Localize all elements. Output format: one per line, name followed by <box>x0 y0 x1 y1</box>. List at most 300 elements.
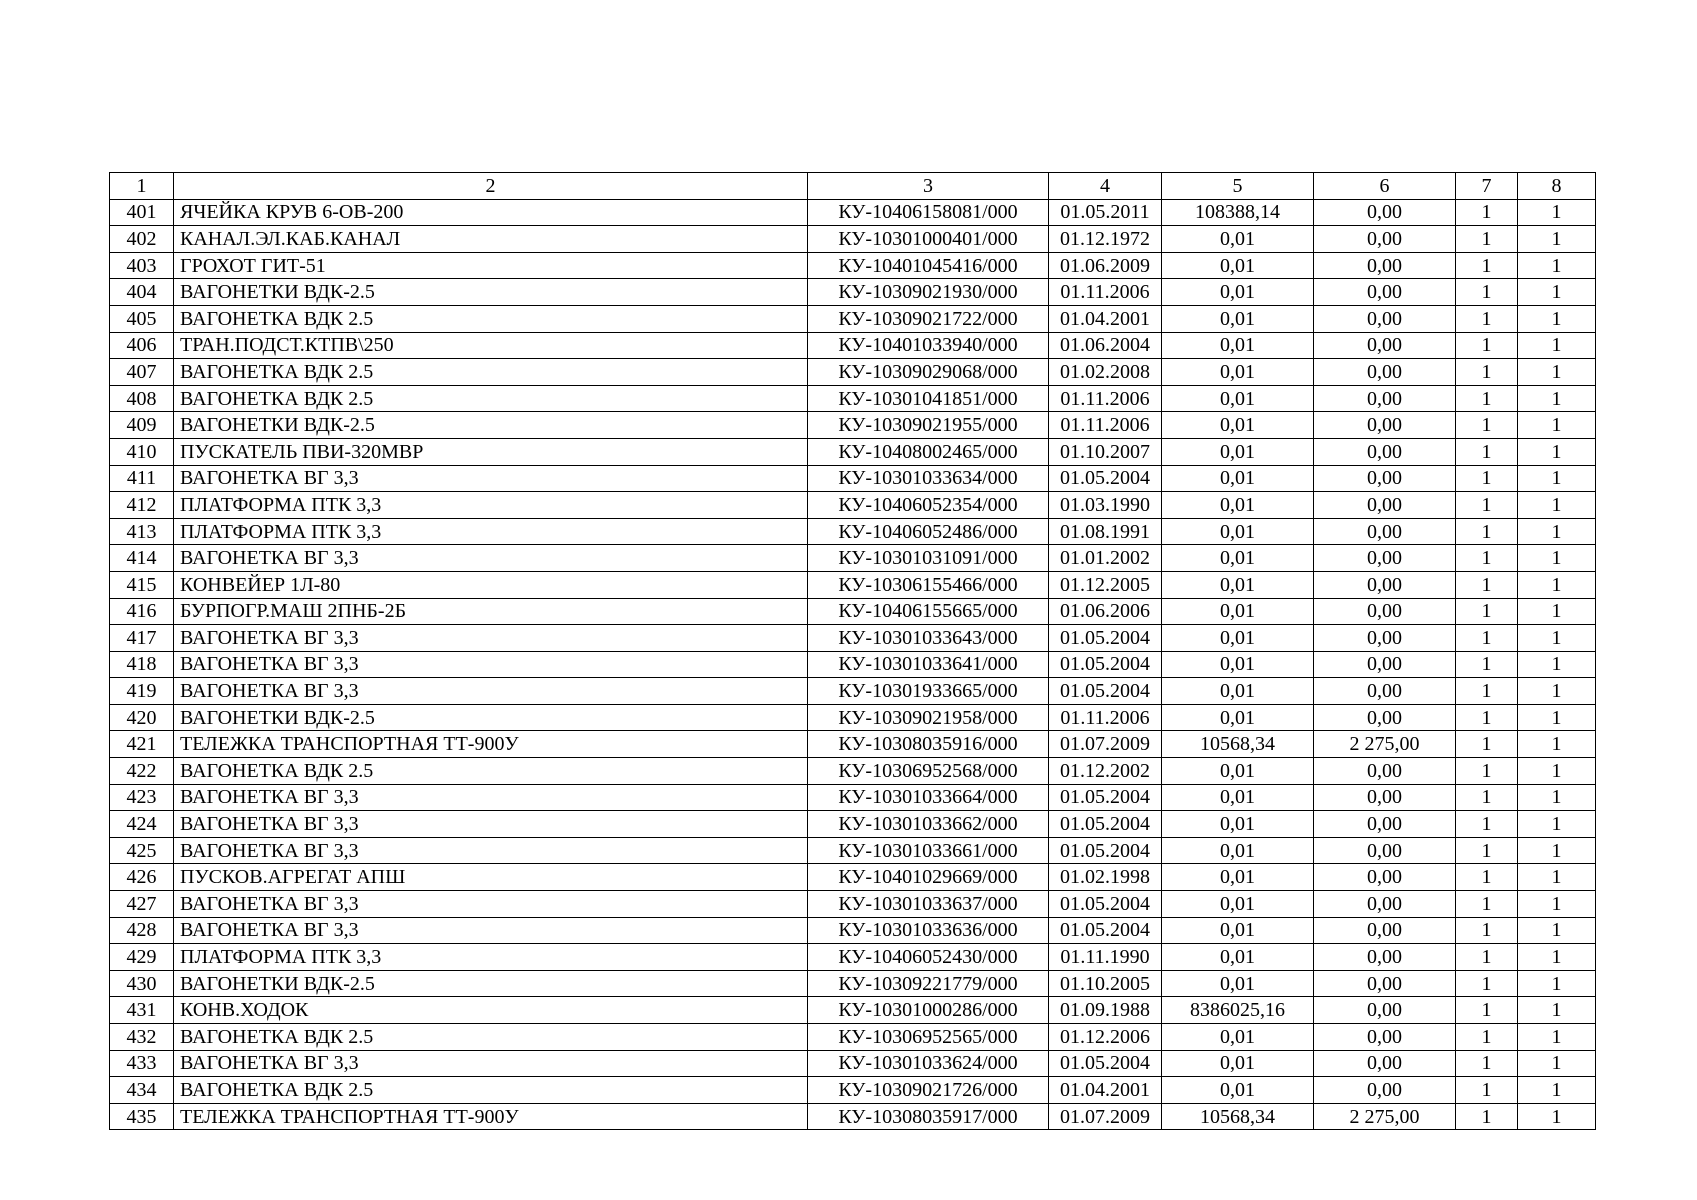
cell-col-value-8: 1 <box>1518 492 1596 519</box>
table-row <box>110 492 1596 519</box>
cell-col-value-6: 0,00 <box>1314 864 1456 891</box>
cell-col-date: 01.05.2004 <box>1049 465 1162 492</box>
header-cell-col-row-number: 1 <box>110 173 174 200</box>
cell-col-inventory-code: КУ-10406158081/000 <box>808 199 1049 226</box>
table-row <box>110 598 1596 625</box>
cell-col-inventory-code: КУ-10301933665/000 <box>808 678 1049 705</box>
cell-col-name: ВАГОНЕТКА ВГ 3,3 <box>174 837 808 864</box>
table-row <box>110 997 1596 1024</box>
cell-col-inventory-code: КУ-10401029669/000 <box>808 864 1049 891</box>
cell-col-value-5: 0,01 <box>1162 252 1314 279</box>
cell-col-name: ПУСКАТЕЛЬ ПВИ-320МВР <box>174 438 808 465</box>
table-row <box>110 704 1596 731</box>
cell-col-value-8: 1 <box>1518 252 1596 279</box>
cell-col-value-7: 1 <box>1456 811 1518 838</box>
table-row <box>110 678 1596 705</box>
cell-col-name: ТЕЛЕЖКА ТРАНСПОРТНАЯ ТТ-900У <box>174 731 808 758</box>
cell-col-name: ВАГОНЕТКА ВГ 3,3 <box>174 545 808 572</box>
cell-col-date: 01.11.1990 <box>1049 944 1162 971</box>
cell-col-inventory-code: КУ-10306155466/000 <box>808 571 1049 598</box>
cell-col-date: 01.05.2004 <box>1049 784 1162 811</box>
cell-col-date: 01.12.2002 <box>1049 758 1162 785</box>
table-row <box>110 625 1596 652</box>
cell-col-name: КОНВ.ХОДОК <box>174 997 808 1024</box>
cell-col-value-7: 1 <box>1456 758 1518 785</box>
cell-col-value-7: 1 <box>1456 279 1518 306</box>
cell-col-value-7: 1 <box>1456 465 1518 492</box>
cell-col-value-7: 1 <box>1456 704 1518 731</box>
inventory-table-body <box>110 173 1596 1130</box>
cell-col-date: 01.04.2001 <box>1049 1077 1162 1104</box>
cell-col-inventory-code: КУ-10301033662/000 <box>808 811 1049 838</box>
table-row <box>110 518 1596 545</box>
cell-col-value-5: 0,01 <box>1162 625 1314 652</box>
cell-col-name: ТЕЛЕЖКА ТРАНСПОРТНАЯ ТТ-900У <box>174 1103 808 1130</box>
cell-col-value-5: 8386025,16 <box>1162 997 1314 1024</box>
cell-col-value-8: 1 <box>1518 518 1596 545</box>
cell-col-value-6: 0,00 <box>1314 811 1456 838</box>
cell-col-value-8: 1 <box>1518 811 1596 838</box>
table-row <box>110 252 1596 279</box>
cell-col-value-6: 2 275,00 <box>1314 1103 1456 1130</box>
cell-col-inventory-code: КУ-10401045416/000 <box>808 252 1049 279</box>
cell-col-inventory-code: КУ-10406052486/000 <box>808 518 1049 545</box>
cell-col-row-number: 412 <box>110 492 174 519</box>
cell-col-date: 01.12.2005 <box>1049 571 1162 598</box>
cell-col-value-5: 0,01 <box>1162 226 1314 253</box>
cell-col-value-7: 1 <box>1456 944 1518 971</box>
cell-col-value-5: 0,01 <box>1162 385 1314 412</box>
cell-col-row-number: 415 <box>110 571 174 598</box>
cell-col-value-8: 1 <box>1518 625 1596 652</box>
cell-col-value-7: 1 <box>1456 651 1518 678</box>
table-row <box>110 837 1596 864</box>
cell-col-value-8: 1 <box>1518 864 1596 891</box>
cell-col-inventory-code: КУ-10309021955/000 <box>808 412 1049 439</box>
table-row <box>110 332 1596 359</box>
cell-col-value-8: 1 <box>1518 1024 1596 1051</box>
cell-col-date: 01.06.2004 <box>1049 332 1162 359</box>
cell-col-value-5: 0,01 <box>1162 1050 1314 1077</box>
cell-col-row-number: 401 <box>110 199 174 226</box>
cell-col-value-6: 0,00 <box>1314 1077 1456 1104</box>
cell-col-name: ВАГОНЕТКА ВГ 3,3 <box>174 625 808 652</box>
cell-col-date: 01.05.2004 <box>1049 1050 1162 1077</box>
cell-col-value-6: 0,00 <box>1314 545 1456 572</box>
cell-col-date: 01.09.1988 <box>1049 997 1162 1024</box>
cell-col-row-number: 429 <box>110 944 174 971</box>
cell-col-value-7: 1 <box>1456 1024 1518 1051</box>
cell-col-row-number: 406 <box>110 332 174 359</box>
cell-col-name: ВАГОНЕТКА ВГ 3,3 <box>174 891 808 918</box>
cell-col-row-number: 425 <box>110 837 174 864</box>
cell-col-value-6: 0,00 <box>1314 305 1456 332</box>
cell-col-value-8: 1 <box>1518 784 1596 811</box>
cell-col-name: КАНАЛ.ЭЛ.КАБ.КАНАЛ <box>174 226 808 253</box>
cell-col-value-7: 1 <box>1456 545 1518 572</box>
cell-col-inventory-code: КУ-10408002465/000 <box>808 438 1049 465</box>
cell-col-row-number: 435 <box>110 1103 174 1130</box>
table-row <box>110 571 1596 598</box>
cell-col-inventory-code: КУ-10309221779/000 <box>808 970 1049 997</box>
cell-col-value-7: 1 <box>1456 438 1518 465</box>
cell-col-value-7: 1 <box>1456 571 1518 598</box>
cell-col-name: ВАГОНЕТКИ ВДК-2.5 <box>174 412 808 439</box>
cell-col-value-7: 1 <box>1456 332 1518 359</box>
cell-col-name: ВАГОНЕТКА ВГ 3,3 <box>174 465 808 492</box>
cell-col-inventory-code: КУ-10309029068/000 <box>808 359 1049 386</box>
cell-col-value-8: 1 <box>1518 226 1596 253</box>
cell-col-name: ВАГОНЕТКА ВГ 3,3 <box>174 1050 808 1077</box>
cell-col-value-5: 0,01 <box>1162 332 1314 359</box>
cell-col-value-7: 1 <box>1456 252 1518 279</box>
cell-col-row-number: 423 <box>110 784 174 811</box>
cell-col-value-7: 1 <box>1456 226 1518 253</box>
cell-col-name: ВАГОНЕТКА ВДК 2.5 <box>174 1024 808 1051</box>
cell-col-name: БУРПОГР.МАШ 2ПНБ-2Б <box>174 598 808 625</box>
cell-col-value-5: 0,01 <box>1162 518 1314 545</box>
table-row <box>110 970 1596 997</box>
cell-col-value-6: 0,00 <box>1314 1024 1456 1051</box>
cell-col-row-number: 427 <box>110 891 174 918</box>
cell-col-row-number: 422 <box>110 758 174 785</box>
cell-col-inventory-code: КУ-10301033643/000 <box>808 625 1049 652</box>
cell-col-row-number: 414 <box>110 545 174 572</box>
cell-col-value-8: 1 <box>1518 385 1596 412</box>
cell-col-date: 01.11.2006 <box>1049 704 1162 731</box>
cell-col-value-5: 0,01 <box>1162 598 1314 625</box>
cell-col-date: 01.02.1998 <box>1049 864 1162 891</box>
cell-col-value-6: 0,00 <box>1314 438 1456 465</box>
cell-col-date: 01.05.2004 <box>1049 917 1162 944</box>
cell-col-value-8: 1 <box>1518 731 1596 758</box>
cell-col-value-6: 0,00 <box>1314 465 1456 492</box>
cell-col-inventory-code: КУ-10308035917/000 <box>808 1103 1049 1130</box>
cell-col-row-number: 403 <box>110 252 174 279</box>
cell-col-inventory-code: КУ-10406155665/000 <box>808 598 1049 625</box>
table-row <box>110 917 1596 944</box>
cell-col-row-number: 404 <box>110 279 174 306</box>
cell-col-inventory-code: КУ-10301033634/000 <box>808 465 1049 492</box>
cell-col-date: 01.11.2006 <box>1049 385 1162 412</box>
cell-col-name: ТРАН.ПОДСТ.КТПВ\250 <box>174 332 808 359</box>
cell-col-name: ВАГОНЕТКА ВГ 3,3 <box>174 917 808 944</box>
table-row <box>110 465 1596 492</box>
cell-col-value-6: 0,00 <box>1314 625 1456 652</box>
cell-col-name: ПЛАТФОРМА ПТК 3,3 <box>174 944 808 971</box>
cell-col-value-5: 0,01 <box>1162 279 1314 306</box>
cell-col-date: 01.05.2004 <box>1049 678 1162 705</box>
cell-col-value-7: 1 <box>1456 731 1518 758</box>
cell-col-value-5: 0,01 <box>1162 678 1314 705</box>
cell-col-row-number: 405 <box>110 305 174 332</box>
cell-col-value-8: 1 <box>1518 332 1596 359</box>
cell-col-value-7: 1 <box>1456 970 1518 997</box>
cell-col-date: 01.12.2006 <box>1049 1024 1162 1051</box>
cell-col-value-5: 0,01 <box>1162 465 1314 492</box>
cell-col-value-8: 1 <box>1518 571 1596 598</box>
cell-col-row-number: 426 <box>110 864 174 891</box>
header-cell-col-name: 2 <box>174 173 808 200</box>
cell-col-date: 01.10.2005 <box>1049 970 1162 997</box>
cell-col-value-6: 2 275,00 <box>1314 731 1456 758</box>
cell-col-value-6: 0,00 <box>1314 970 1456 997</box>
cell-col-value-5: 0,01 <box>1162 944 1314 971</box>
table-row <box>110 651 1596 678</box>
cell-col-value-6: 0,00 <box>1314 199 1456 226</box>
cell-col-value-7: 1 <box>1456 1050 1518 1077</box>
cell-col-row-number: 417 <box>110 625 174 652</box>
cell-col-inventory-code: КУ-10309021958/000 <box>808 704 1049 731</box>
cell-col-inventory-code: КУ-10308035916/000 <box>808 731 1049 758</box>
cell-col-value-7: 1 <box>1456 997 1518 1024</box>
table-row <box>110 385 1596 412</box>
cell-col-name: ГРОХОТ ГИТ-51 <box>174 252 808 279</box>
table-row <box>110 359 1596 386</box>
cell-col-value-5: 10568,34 <box>1162 731 1314 758</box>
header-cell-col-inventory-code: 3 <box>808 173 1049 200</box>
cell-col-value-5: 0,01 <box>1162 492 1314 519</box>
cell-col-value-7: 1 <box>1456 891 1518 918</box>
cell-col-row-number: 418 <box>110 651 174 678</box>
cell-col-name: ВАГОНЕТКА ВДК 2.5 <box>174 305 808 332</box>
cell-col-row-number: 433 <box>110 1050 174 1077</box>
cell-col-value-8: 1 <box>1518 412 1596 439</box>
cell-col-value-5: 0,01 <box>1162 545 1314 572</box>
cell-col-date: 01.07.2009 <box>1049 1103 1162 1130</box>
cell-col-value-7: 1 <box>1456 837 1518 864</box>
table-row <box>110 864 1596 891</box>
table-row <box>110 1024 1596 1051</box>
cell-col-value-6: 0,00 <box>1314 704 1456 731</box>
cell-col-value-8: 1 <box>1518 199 1596 226</box>
table-row <box>110 412 1596 439</box>
cell-col-value-8: 1 <box>1518 359 1596 386</box>
cell-col-inventory-code: КУ-10406052430/000 <box>808 944 1049 971</box>
cell-col-name: ПУСКОВ.АГРЕГАТ АПШ <box>174 864 808 891</box>
cell-col-value-5: 0,01 <box>1162 412 1314 439</box>
cell-col-value-7: 1 <box>1456 385 1518 412</box>
table-row <box>110 811 1596 838</box>
cell-col-name: ЯЧЕЙКА КРУВ 6-ОВ-200 <box>174 199 808 226</box>
cell-col-value-6: 0,00 <box>1314 385 1456 412</box>
cell-col-value-7: 1 <box>1456 864 1518 891</box>
cell-col-value-6: 0,00 <box>1314 651 1456 678</box>
cell-col-row-number: 421 <box>110 731 174 758</box>
cell-col-value-8: 1 <box>1518 279 1596 306</box>
cell-col-value-8: 1 <box>1518 837 1596 864</box>
cell-col-name: ВАГОНЕТКА ВГ 3,3 <box>174 784 808 811</box>
table-row <box>110 891 1596 918</box>
cell-col-date: 01.06.2006 <box>1049 598 1162 625</box>
cell-col-value-5: 0,01 <box>1162 651 1314 678</box>
table-row <box>110 545 1596 572</box>
cell-col-value-5: 0,01 <box>1162 704 1314 731</box>
cell-col-value-6: 0,00 <box>1314 758 1456 785</box>
cell-col-value-8: 1 <box>1518 465 1596 492</box>
table-row <box>110 944 1596 971</box>
cell-col-date: 01.11.2006 <box>1049 279 1162 306</box>
cell-col-value-8: 1 <box>1518 651 1596 678</box>
cell-col-value-6: 0,00 <box>1314 917 1456 944</box>
cell-col-value-6: 0,00 <box>1314 997 1456 1024</box>
cell-col-row-number: 432 <box>110 1024 174 1051</box>
cell-col-inventory-code: КУ-10301033661/000 <box>808 837 1049 864</box>
cell-col-value-5: 0,01 <box>1162 837 1314 864</box>
cell-col-inventory-code: КУ-10301033637/000 <box>808 891 1049 918</box>
cell-col-value-8: 1 <box>1518 997 1596 1024</box>
cell-col-name: ВАГОНЕТКА ВДК 2.5 <box>174 758 808 785</box>
cell-col-value-5: 0,01 <box>1162 305 1314 332</box>
cell-col-value-8: 1 <box>1518 944 1596 971</box>
cell-col-inventory-code: КУ-10309021930/000 <box>808 279 1049 306</box>
table-row <box>110 226 1596 253</box>
cell-col-row-number: 407 <box>110 359 174 386</box>
cell-col-date: 01.05.2011 <box>1049 199 1162 226</box>
cell-col-value-7: 1 <box>1456 412 1518 439</box>
cell-col-value-6: 0,00 <box>1314 252 1456 279</box>
cell-col-name: ВАГОНЕТКА ВГ 3,3 <box>174 678 808 705</box>
cell-col-value-7: 1 <box>1456 359 1518 386</box>
cell-col-value-8: 1 <box>1518 758 1596 785</box>
table-row <box>110 731 1596 758</box>
cell-col-row-number: 428 <box>110 917 174 944</box>
cell-col-value-5: 108388,14 <box>1162 199 1314 226</box>
cell-col-value-6: 0,00 <box>1314 837 1456 864</box>
cell-col-value-6: 0,00 <box>1314 678 1456 705</box>
cell-col-inventory-code: КУ-10301041851/000 <box>808 385 1049 412</box>
cell-col-date: 01.03.1990 <box>1049 492 1162 519</box>
cell-col-row-number: 419 <box>110 678 174 705</box>
cell-col-value-6: 0,00 <box>1314 891 1456 918</box>
cell-col-value-8: 1 <box>1518 438 1596 465</box>
cell-col-inventory-code: КУ-10301033636/000 <box>808 917 1049 944</box>
cell-col-value-8: 1 <box>1518 704 1596 731</box>
cell-col-inventory-code: КУ-10301000286/000 <box>808 997 1049 1024</box>
table-header-row <box>110 173 1596 200</box>
cell-col-value-8: 1 <box>1518 598 1596 625</box>
cell-col-date: 01.05.2004 <box>1049 811 1162 838</box>
cell-col-value-5: 0,01 <box>1162 1077 1314 1104</box>
cell-col-date: 01.12.1972 <box>1049 226 1162 253</box>
cell-col-row-number: 411 <box>110 465 174 492</box>
header-cell-col-date: 4 <box>1049 173 1162 200</box>
cell-col-row-number: 434 <box>110 1077 174 1104</box>
cell-col-value-5: 0,01 <box>1162 864 1314 891</box>
cell-col-name: ПЛАТФОРМА ПТК 3,3 <box>174 492 808 519</box>
table-row <box>110 784 1596 811</box>
cell-col-inventory-code: КУ-10406052354/000 <box>808 492 1049 519</box>
cell-col-value-6: 0,00 <box>1314 1050 1456 1077</box>
cell-col-name: КОНВЕЙЕР 1Л-80 <box>174 571 808 598</box>
cell-col-value-6: 0,00 <box>1314 492 1456 519</box>
cell-col-row-number: 416 <box>110 598 174 625</box>
table-row <box>110 305 1596 332</box>
cell-col-date: 01.05.2004 <box>1049 625 1162 652</box>
cell-col-value-8: 1 <box>1518 678 1596 705</box>
cell-col-inventory-code: КУ-10306952568/000 <box>808 758 1049 785</box>
cell-col-name: ВАГОНЕТКА ВДК 2.5 <box>174 1077 808 1104</box>
cell-col-value-5: 0,01 <box>1162 1024 1314 1051</box>
cell-col-row-number: 402 <box>110 226 174 253</box>
cell-col-value-8: 1 <box>1518 1077 1596 1104</box>
cell-col-value-8: 1 <box>1518 891 1596 918</box>
cell-col-date: 01.05.2004 <box>1049 891 1162 918</box>
cell-col-inventory-code: КУ-10306952565/000 <box>808 1024 1049 1051</box>
cell-col-value-7: 1 <box>1456 598 1518 625</box>
cell-col-row-number: 431 <box>110 997 174 1024</box>
cell-col-value-5: 0,01 <box>1162 359 1314 386</box>
table-row <box>110 199 1596 226</box>
cell-col-value-7: 1 <box>1456 199 1518 226</box>
cell-col-inventory-code: КУ-10301033664/000 <box>808 784 1049 811</box>
cell-col-name: ВАГОНЕТКА ВДК 2.5 <box>174 385 808 412</box>
cell-col-value-7: 1 <box>1456 784 1518 811</box>
cell-col-inventory-code: КУ-10301033624/000 <box>808 1050 1049 1077</box>
cell-col-value-5: 10568,34 <box>1162 1103 1314 1130</box>
cell-col-value-7: 1 <box>1456 518 1518 545</box>
cell-col-value-8: 1 <box>1518 1050 1596 1077</box>
table-row <box>110 758 1596 785</box>
inventory-table <box>109 172 1596 1130</box>
cell-col-value-7: 1 <box>1456 305 1518 332</box>
cell-col-value-7: 1 <box>1456 625 1518 652</box>
table-row <box>110 1103 1596 1130</box>
cell-col-date: 01.04.2001 <box>1049 305 1162 332</box>
cell-col-value-6: 0,00 <box>1314 518 1456 545</box>
cell-col-value-5: 0,01 <box>1162 758 1314 785</box>
cell-col-value-6: 0,00 <box>1314 571 1456 598</box>
cell-col-name: ВАГОНЕТКИ ВДК-2.5 <box>174 704 808 731</box>
cell-col-value-6: 0,00 <box>1314 359 1456 386</box>
cell-col-row-number: 420 <box>110 704 174 731</box>
cell-col-value-5: 0,01 <box>1162 891 1314 918</box>
cell-col-date: 01.02.2008 <box>1049 359 1162 386</box>
cell-col-row-number: 409 <box>110 412 174 439</box>
cell-col-date: 01.10.2007 <box>1049 438 1162 465</box>
cell-col-name: ВАГОНЕТКА ВДК 2.5 <box>174 359 808 386</box>
table-row <box>110 1050 1596 1077</box>
cell-col-value-7: 1 <box>1456 678 1518 705</box>
cell-col-value-5: 0,01 <box>1162 970 1314 997</box>
cell-col-value-5: 0,01 <box>1162 438 1314 465</box>
cell-col-inventory-code: КУ-10309021726/000 <box>808 1077 1049 1104</box>
cell-col-row-number: 424 <box>110 811 174 838</box>
table-row <box>110 438 1596 465</box>
cell-col-value-5: 0,01 <box>1162 571 1314 598</box>
cell-col-value-7: 1 <box>1456 1103 1518 1130</box>
cell-col-name: ВАГОНЕТКИ ВДК-2.5 <box>174 970 808 997</box>
cell-col-date: 01.01.2002 <box>1049 545 1162 572</box>
cell-col-name: ВАГОНЕТКИ ВДК-2.5 <box>174 279 808 306</box>
cell-col-inventory-code: КУ-10301033641/000 <box>808 651 1049 678</box>
cell-col-value-6: 0,00 <box>1314 944 1456 971</box>
cell-col-date: 01.07.2009 <box>1049 731 1162 758</box>
cell-col-value-5: 0,01 <box>1162 917 1314 944</box>
cell-col-value-5: 0,01 <box>1162 811 1314 838</box>
cell-col-name: ВАГОНЕТКА ВГ 3,3 <box>174 651 808 678</box>
cell-col-value-6: 0,00 <box>1314 598 1456 625</box>
cell-col-row-number: 413 <box>110 518 174 545</box>
cell-col-value-6: 0,00 <box>1314 784 1456 811</box>
cell-col-date: 01.06.2009 <box>1049 252 1162 279</box>
cell-col-value-7: 1 <box>1456 1077 1518 1104</box>
cell-col-row-number: 408 <box>110 385 174 412</box>
table-row <box>110 279 1596 306</box>
cell-col-value-8: 1 <box>1518 970 1596 997</box>
cell-col-date: 01.08.1991 <box>1049 518 1162 545</box>
cell-col-value-6: 0,00 <box>1314 226 1456 253</box>
